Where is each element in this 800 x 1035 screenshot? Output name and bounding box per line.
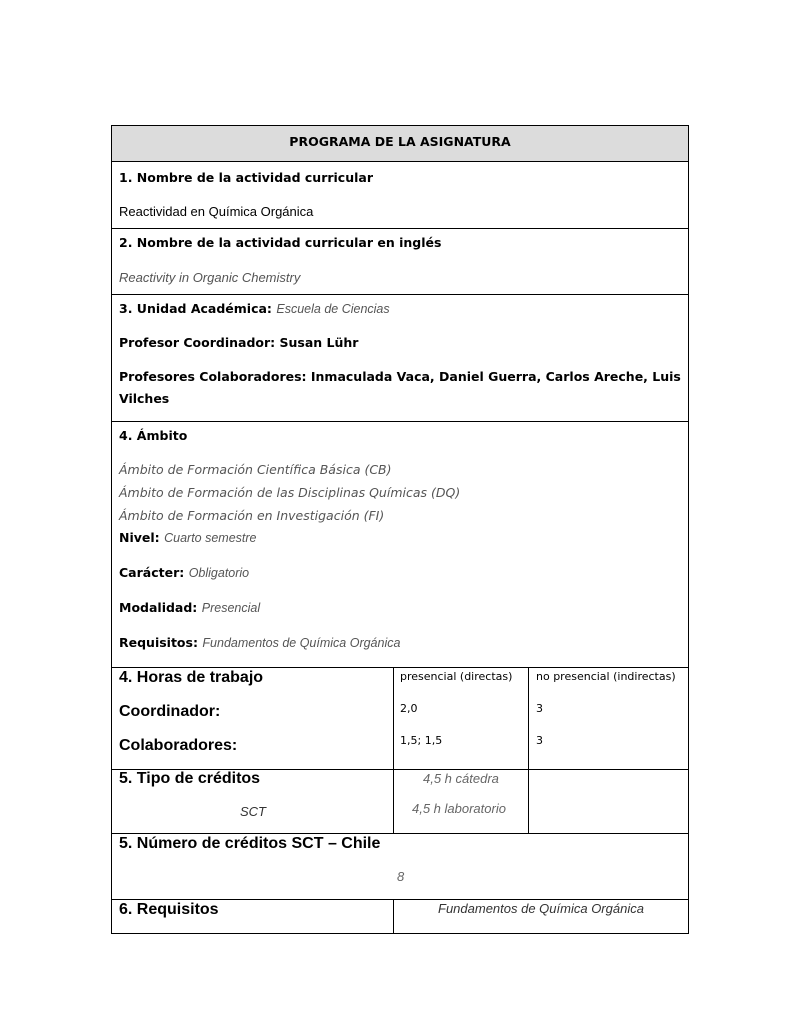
section-ambito (112, 422, 688, 668)
col-no-presencial-header: no presencial (indirectas) (536, 670, 676, 683)
requisitos-line (119, 634, 400, 652)
hours-row-presencial: 2,0 (400, 702, 418, 715)
column-divider (528, 668, 529, 769)
nivel-line (119, 529, 257, 547)
section-english-name (112, 229, 688, 295)
hours-row-no-presencial: 3 (536, 734, 543, 747)
section-credit-number (112, 834, 688, 900)
section-4-label: 4. Ámbito (119, 428, 188, 443)
section-work-hours (112, 668, 688, 770)
section-3-value: Escuela de Ciencias (276, 302, 390, 316)
requisitos-label: Requisitos: (119, 635, 198, 650)
modalidad-line (119, 599, 260, 617)
nivel-value: Cuarto semestre (164, 531, 257, 545)
section-3-line (119, 300, 390, 318)
section-3-label: 3. Unidad Académica: (119, 301, 272, 316)
column-divider (393, 900, 394, 933)
syllabus-table (111, 125, 689, 934)
requirements-value: Fundamentos de Química Orgánica (438, 901, 644, 916)
table-header-row (112, 126, 688, 162)
credit-number-value: 8 (397, 869, 405, 884)
ambito-item: Ámbito de Formación Científica Básica (CB) (119, 462, 392, 477)
nivel-label: Nivel: (119, 530, 160, 545)
hours-row-presencial: 1,5; 1,5 (400, 734, 443, 747)
column-divider (393, 770, 394, 833)
section-activity-name (112, 162, 688, 229)
collaborators-line-1: Profesores Colaboradores: Inmaculada Vaca, Daniel Guerra, Carlos Areche, Luis (119, 369, 681, 384)
hours-row-label: Colaboradores: (119, 737, 238, 754)
caracter-line (119, 564, 249, 582)
caracter-value: Obligatorio (188, 566, 250, 580)
section-academic-unit (112, 295, 688, 422)
column-divider (393, 668, 394, 769)
section-1-label: 1. Nombre de la actividad curricular (119, 170, 373, 185)
requirements-label: 6. Requisitos (119, 901, 219, 918)
laboratorio-hours: 4,5 h laboratorio (412, 801, 506, 816)
modalidad-value: Presencial (201, 601, 261, 615)
ambito-item: Ámbito de Formación en Investigación (FI) (119, 508, 385, 523)
credit-type-value: SCT (240, 804, 266, 819)
section-1-value: Reactividad en Química Orgánica (119, 204, 314, 219)
section-2-label: 2. Nombre de la actividad curricular en inglés (119, 235, 442, 250)
table-title: PROGRAMA DE LA ASIGNATURA (289, 134, 511, 149)
caracter-label: Carácter: (119, 565, 185, 580)
col-presencial-header: presencial (directas) (400, 670, 513, 683)
section-requirements (112, 900, 688, 933)
hours-row-label: Coordinador: (119, 703, 221, 720)
requisitos-value: Fundamentos de Química Orgánica (202, 636, 401, 650)
section-2-value: Reactivity in Organic Chemistry (119, 270, 301, 285)
coordinator-line: Profesor Coordinador: Susan Lühr (119, 335, 359, 350)
hours-label: 4. Horas de trabajo (119, 669, 264, 686)
hours-row-no-presencial: 3 (536, 702, 543, 715)
ambito-item: Ámbito de Formación de las Disciplinas Químicas (DQ) (119, 485, 461, 500)
column-divider (528, 770, 529, 833)
credit-type-label: 5. Tipo de créditos (119, 770, 261, 787)
section-credit-type (112, 770, 688, 834)
collaborators-line-2: Vilches (119, 391, 170, 406)
modalidad-label: Modalidad: (119, 600, 198, 615)
credit-number-label: 5. Número de créditos SCT – Chile (119, 835, 381, 852)
catedra-hours: 4,5 h cátedra (423, 771, 499, 786)
